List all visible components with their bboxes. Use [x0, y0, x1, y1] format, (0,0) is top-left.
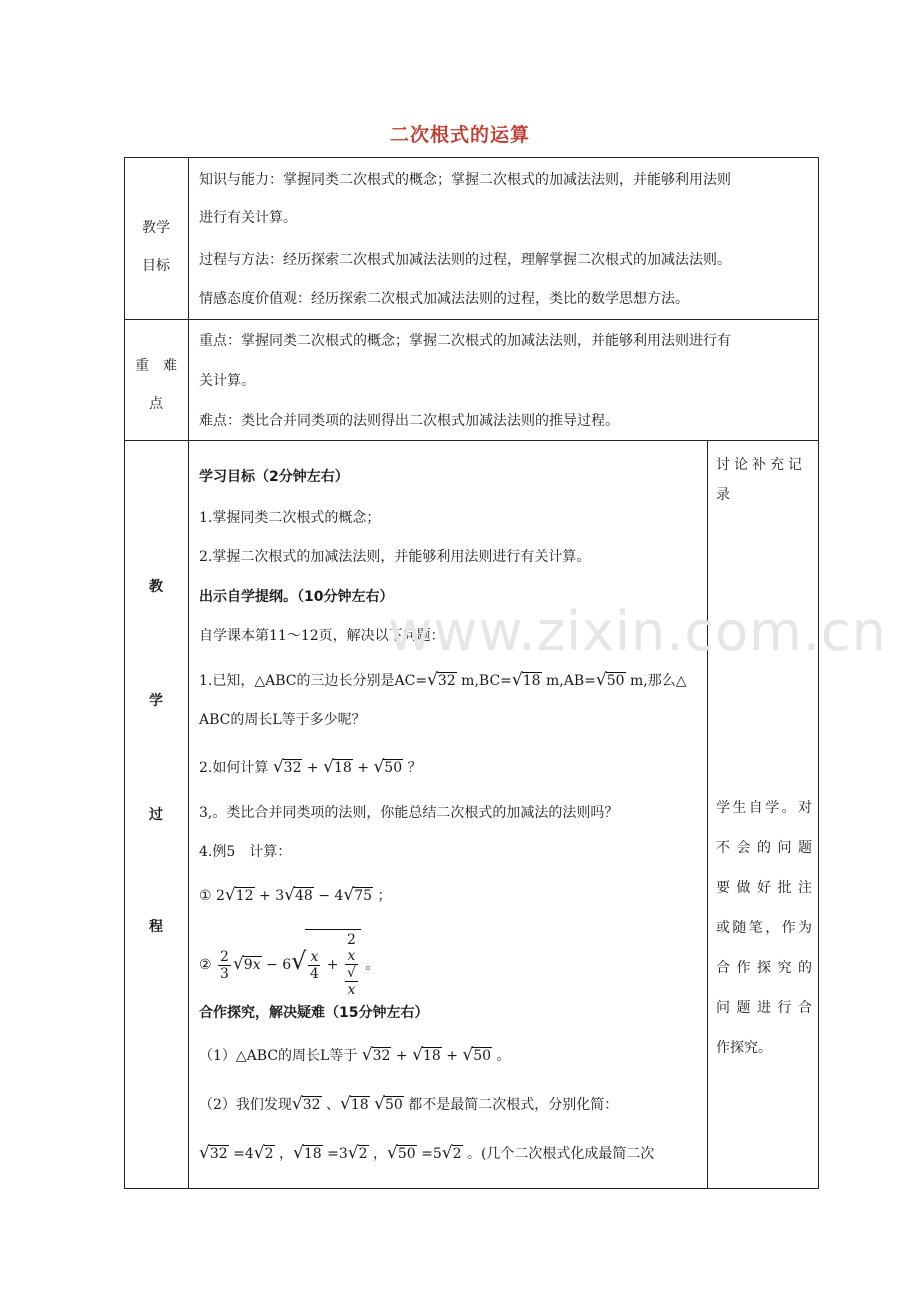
key-points-line-1: 重点：掌握同类二次根式的概念；掌握二次根式的加减法法则，并能够利用法则进行有	[199, 333, 731, 349]
cooperative-item-3: √32 =4√2 ，√18 =3√2 ，√50 =5√2 。(几个二次根式化成最简二次	[199, 1143, 655, 1163]
process-label-char-4: 程	[149, 919, 163, 935]
question-1-text-c: m,AB=	[546, 673, 596, 689]
learning-goals-heading: 学习目标（2分钟左右）	[199, 469, 349, 485]
label-column-divider	[188, 157, 189, 1189]
goals-line-4: 情感态度价值观：经历探索二次根式加减法法则的过程，类比的数学思想方法。	[199, 291, 689, 307]
question-1-text-a: 1.已知，△ABC的三边长分别是AC=	[199, 673, 428, 689]
process-label-char-1: 教	[149, 579, 163, 595]
notes-line-4: 或随笔，作为	[716, 920, 812, 936]
table-border-top	[124, 157, 819, 158]
question-2: 2.如何计算 √32 + √18 + √50 ？	[199, 757, 422, 777]
example-2-marker: ②	[199, 957, 212, 973]
page-title: 二次根式的运算	[389, 124, 530, 146]
self-study-intro: 自学课本第11～12页，解决以下问题：	[199, 628, 445, 644]
notes-line-1: 学生自学。对	[716, 800, 812, 816]
question-1: 1.已知，△ABC的三边长分别是AC=√32 m,BC=√18 m,AB=√50 m,那么△	[199, 670, 687, 690]
notes-header: 讨论补充记录	[716, 457, 806, 503]
key-points-label	[124, 347, 188, 423]
goals-line-2: 进行有关计算。	[199, 210, 297, 226]
example-2: ② $\frac{2}{3}$ √9x − 6√ $\frac{x}{4}$ + 2 x √ x 。	[199, 929, 811, 998]
key-points-line-2: 关计算。	[199, 373, 255, 389]
cooperative-item-1-text: （1）△ABC的周长L等于	[199, 1048, 358, 1064]
learning-goal-1: 1.掌握同类二次根式的概念；	[199, 510, 381, 526]
lesson-plan-table	[124, 157, 819, 1189]
question-4: 4.例5 计算：	[199, 844, 292, 860]
question-1-text-d: m,那么△	[630, 673, 687, 689]
notes-line-5: 合作探究的	[716, 960, 812, 976]
goals-label-line2: 目标	[142, 258, 170, 274]
goals-line-3: 过程与方法：经历探索二次根式加减法法则的过程，理解掌握二次根式的加减法法则。	[199, 252, 731, 268]
goals-label-line1: 教学	[142, 220, 170, 236]
notes-line-7: 作探究。	[716, 1040, 772, 1056]
table-border-bottom	[124, 1188, 819, 1189]
question-1-text-b: m,BC=	[461, 673, 512, 689]
notes-line-3: 要做好批注	[716, 880, 812, 896]
question-1-cont: ABC的周长L等于多少呢？	[199, 712, 366, 728]
process-label-char-2: 学	[149, 693, 163, 709]
watermark: www.zixin.com.cn	[388, 600, 887, 663]
goals-line-1: 知识与能力：掌握同类二次根式的概念；掌握二次根式的加减法法则，并能够利用法则	[199, 172, 731, 188]
example-1-marker: ①	[199, 888, 212, 904]
cooperative-item-1: （1）△ABC的周长L等于 √32 + √18 + √50 。	[199, 1045, 511, 1065]
table-border-left	[124, 157, 125, 1189]
cooperative-item-1-end: 。	[496, 1048, 511, 1064]
cooperative-item-2-text-a: （2）我们发现	[199, 1097, 292, 1113]
table-border-right	[818, 157, 819, 1189]
question-2-end: ？	[407, 760, 422, 776]
example-1: ① 2√12 + 3√48 − 4√75 ；	[199, 885, 392, 905]
notes-line-2: 不会的问题	[716, 840, 812, 856]
question-2-text: 2.如何计算	[199, 760, 269, 776]
goals-label	[124, 209, 188, 285]
cooperative-heading: 合作探究，解决疑难（15分钟左右）	[199, 1005, 429, 1021]
notes-line-6: 问题进行合	[716, 1000, 812, 1016]
key-points-label-line2: 点	[149, 396, 163, 412]
cooperative-item-3-end: 。(几个二次根式化成最简二次	[466, 1146, 655, 1162]
key-points-label-line1: 重 难	[135, 358, 177, 374]
process-label-char-3: 过	[149, 807, 163, 823]
row-divider-2	[124, 440, 819, 441]
question-3: 3,。类比合并同类项的法则，你能总结二次根式的加减法的法则吗？	[199, 805, 619, 821]
self-study-heading: 出示自学提纲。（10分钟左右）	[199, 589, 394, 605]
key-points-line-3: 难点：类比合并同类项的法则得出二次根式加减法法则的推导过程。	[199, 413, 619, 429]
cooperative-item-2-text-b: 都不是最简二次根式，分别化简：	[408, 1097, 619, 1113]
row-divider-1	[124, 319, 819, 320]
learning-goal-2: 2.掌握二次根式的加减法法则，并能够利用法则进行有关计算。	[199, 549, 591, 565]
cooperative-item-2: （2）我们发现√32 、√18 √50 都不是最简二次根式，分别化简：	[199, 1094, 619, 1114]
